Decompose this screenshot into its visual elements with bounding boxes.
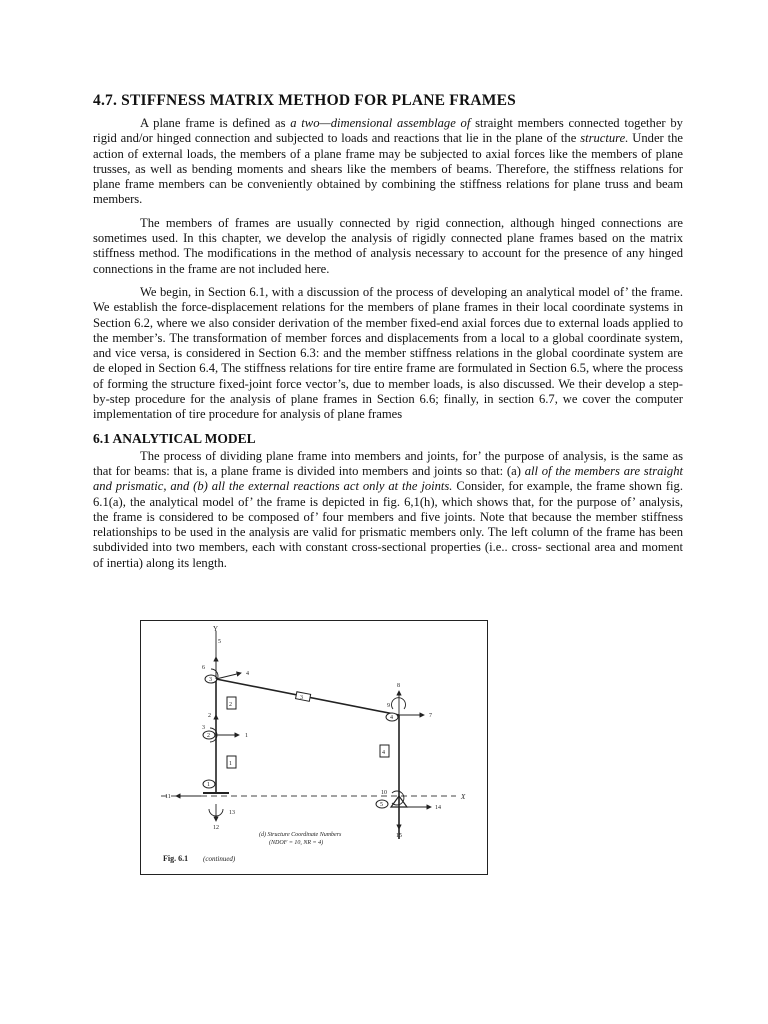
coord-6: 6 bbox=[202, 665, 205, 671]
paragraph-connections: The members of frames are usually connected by rigid connection, although hinged connections are sometimes used. In this chapter, we develop the analysis of rigidly connected plane frames based on the matrix stiffness method. The modifications in the method of analysis necessary to account for the presence of any hinged connections in the frame are not included here. bbox=[93, 215, 683, 276]
member-3-box bbox=[296, 692, 311, 702]
coord-12: 12 bbox=[213, 825, 219, 831]
figure-subcaption-1: (d) Structure Coordinate Numbers bbox=[259, 832, 342, 838]
member-4-label: 4 bbox=[382, 750, 385, 756]
y-axis-label: Y bbox=[213, 625, 219, 633]
coord-1: 1 bbox=[245, 733, 248, 739]
subsection-heading: 6.1 ANALYTICAL MODEL bbox=[93, 430, 256, 446]
joint-4-label: 4 bbox=[390, 715, 393, 721]
joint-1-label: 1 bbox=[207, 782, 210, 788]
member-3-label: 3 bbox=[300, 695, 303, 701]
member-1-label: 1 bbox=[229, 761, 232, 767]
coord-7: 7 bbox=[429, 713, 432, 719]
joint-3-label: 3 bbox=[209, 677, 212, 683]
coord-8: 8 bbox=[397, 683, 400, 689]
coord-2: 2 bbox=[208, 713, 211, 719]
coord-11: 11 bbox=[165, 794, 171, 800]
coord-5: 5 bbox=[218, 639, 221, 645]
figure-caption-label: Fig. 6.1 bbox=[163, 854, 189, 863]
joint-5-label: 5 bbox=[380, 802, 383, 808]
x-axis-label: X bbox=[461, 793, 466, 801]
member-markers bbox=[227, 692, 389, 768]
figure-caption-continued: (continued) bbox=[203, 855, 236, 863]
paragraph-analytical-model: The process of dividing plane frame into members and joints, for’ the purpose of analysis, is the same as that for beams: that is, a plane frame is divided into members and joints so that: (a) all of the members are straight and prismatic, and (b) all the external reactions act only at the joints. Consider, for example, the frame shown fig. 6.1(a), the analytical model of’ the frame is depicted in fig. 6,1(h), which shows that, for the purpose of’ analysis, the frame is considered to be composed of’ four members and five joints. Note that because the member stiffness relationships to be used in the analysis are valid for prismatic members only. The left column of the frame has been subdivided into two members, each with constant cross-sectional properties (i.e.. cross- sectional area and moment of inertia) along its length. bbox=[93, 448, 683, 570]
coord-10: 10 bbox=[381, 790, 387, 796]
paragraph-plane-frame-definition: A plane frame is defined as a two—dimensional assemblage of straight members connected together by rigid and/or hinged connection and subjected to loads and reactions that lie in the plane of the structure. Under the action of external loads, the members of a plane frame may be subjected to axial forces like the members of plane trusses, as well as bending moments and shears like the members of beams. Therefore, the stiffness relations for plane frame members can be conveniently obtained by combining the stiffness relations for plane truss and beam members. bbox=[93, 116, 683, 207]
section-heading: 4.7. STIFFNESS MATRIX METHOD FOR PLANE FRAMES bbox=[93, 92, 516, 109]
coord-3: 3 bbox=[202, 725, 205, 731]
document-page bbox=[93, 92, 683, 579]
frame-figure bbox=[140, 620, 488, 875]
joint-2-label: 2 bbox=[207, 733, 210, 739]
coord-4: 4 bbox=[246, 671, 249, 677]
coord-14: 14 bbox=[435, 805, 441, 811]
member-2-label: 2 bbox=[229, 702, 232, 708]
figure-subcaption-2: (NDOF = 10, NR = 4) bbox=[269, 840, 324, 846]
coord-15: 15 bbox=[396, 833, 402, 839]
coord-13: 13 bbox=[229, 810, 235, 816]
frame-diagram bbox=[141, 621, 487, 874]
coord-9: 9 bbox=[387, 703, 390, 709]
paragraph-chapter-outline: We begin, in Section 6.1, with a discussion of the process of developing an analytical model of’ the frame. We establish the force-displacement relations for the members of plane frames in their local coordinate systems in Section 6.2, where we also consider derivation of the member fixed-end axial forces due to external loads applied to the member’s. The transformation of member forces and displacements from a local to a global coordinate system, and vice versa, is considered in Section 6.3: and the member stiffness relations in the global coordinate system are de eloped in Section 6.4, The stiffness relations for tire entire frame are formulated in Section 6.5, where the process of forming the structure fixed-joint force vector’s, due to member loads, is also discussed. We their develop a step-by-step procedure for the analysis of plane frames in Section 6.6; finally, in section 6.7, we cover the computer implementation of tire procedure for analysis of plane frames bbox=[93, 284, 683, 422]
